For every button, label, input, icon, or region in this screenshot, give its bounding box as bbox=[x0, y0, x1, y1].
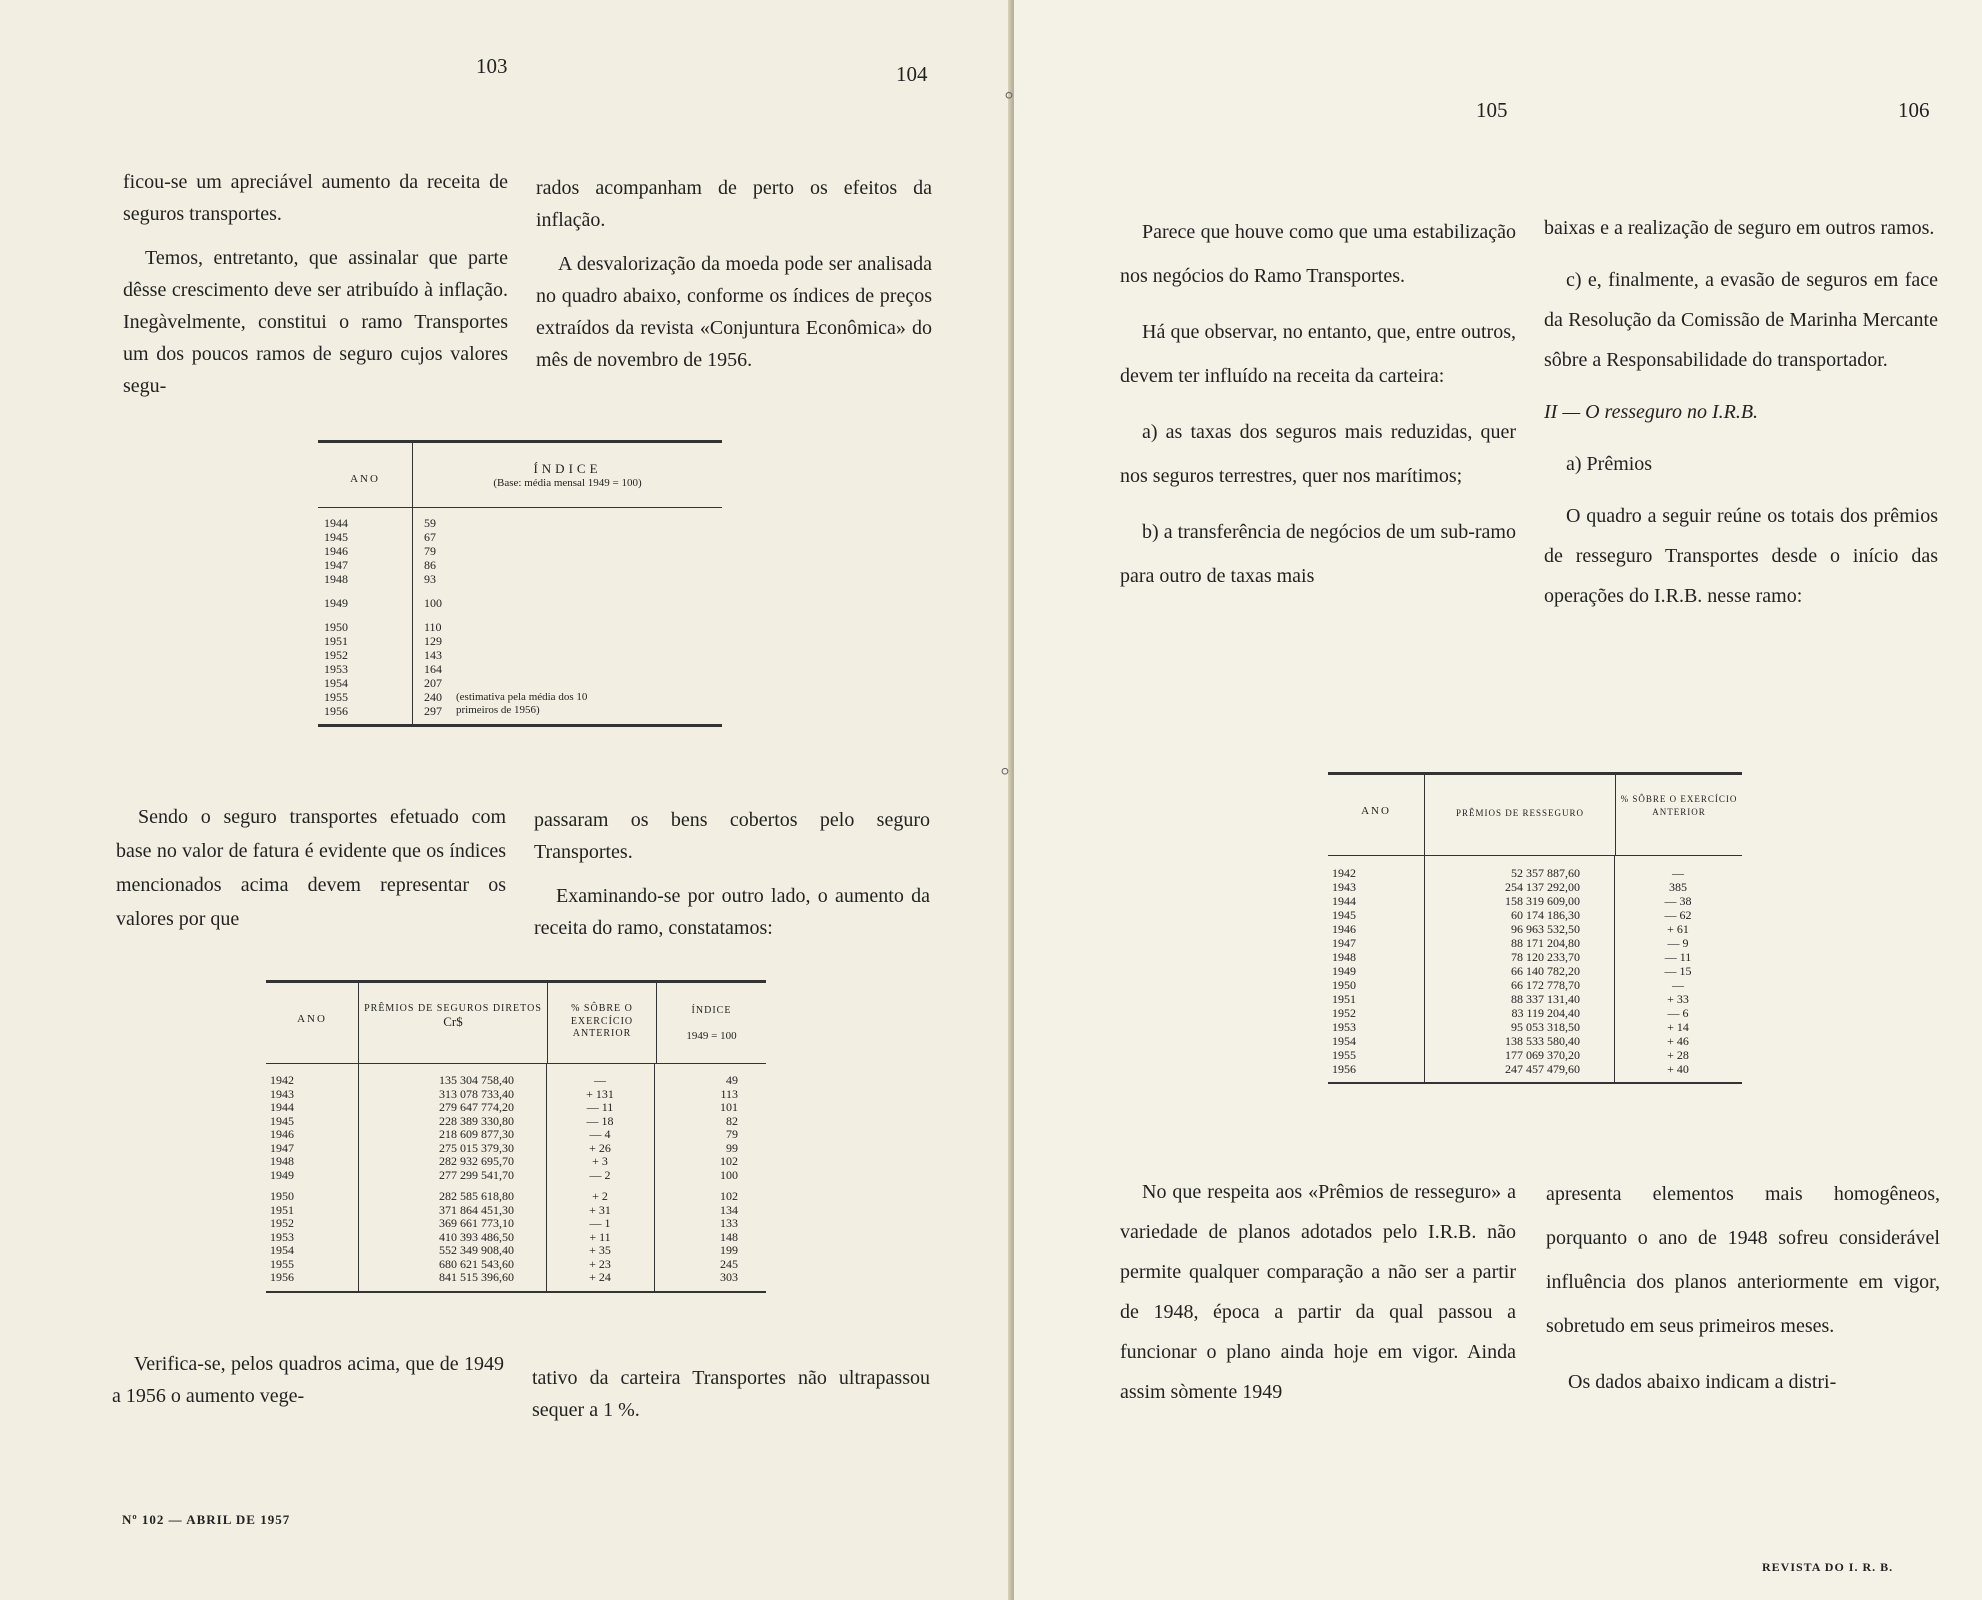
cell-pct: + 31 bbox=[589, 1202, 611, 1217]
cell-premium: 275 015 379,30 bbox=[439, 1140, 514, 1155]
cell-year: 1944 bbox=[324, 516, 348, 530]
cell-premium: 135 304 758,40 bbox=[439, 1073, 514, 1087]
cell-year: 1947 bbox=[270, 1140, 294, 1155]
binding-staple: ◦ bbox=[1000, 756, 1010, 787]
paragraph: Verifica-se, pelos quadros acima, que de 1949 a 1956 o aumento vege- bbox=[112, 1353, 504, 1407]
column-header-premios: PRÊMIOS DE SEGUROS DIRETOS bbox=[364, 1003, 542, 1014]
cell-premium: 158 319 609,00 bbox=[1505, 894, 1580, 908]
table-row bbox=[266, 1244, 766, 1258]
list-item-a: a) as taxas dos seguros mais reduzidas, quer nos seguros terrestres, quer nos marítimos; bbox=[1120, 421, 1516, 487]
column-header-pct: % SÔBRE O EXERCÍCIO ANTERIOR bbox=[1615, 775, 1742, 855]
cell-premium: 66 140 782,20 bbox=[1511, 964, 1580, 978]
cell-premium: 371 864 451,30 bbox=[439, 1202, 514, 1217]
column-header-ano: ANO bbox=[1361, 805, 1391, 817]
cell-pct: + 11 bbox=[589, 1229, 611, 1244]
cell-premium: 83 119 204,40 bbox=[1511, 1006, 1580, 1020]
paragraph: Sendo o seguro transportes efetuado com base no valor de fatura é evidente que os índices mencionados acima devem representar os valores por que bbox=[116, 806, 506, 930]
cell-year: 1946 bbox=[324, 544, 348, 558]
table-row bbox=[266, 1217, 766, 1231]
page-number-106: 106 bbox=[1898, 98, 1930, 122]
cell-index: 303 bbox=[720, 1270, 738, 1284]
cell-premium: 52 357 887,60 bbox=[1511, 866, 1580, 880]
table-row bbox=[266, 1115, 766, 1129]
cell-year: 1949 bbox=[1332, 964, 1356, 978]
table-row bbox=[266, 1074, 766, 1088]
page-103-middle-text bbox=[116, 800, 506, 948]
cell-premium: 279 647 774,20 bbox=[439, 1100, 514, 1114]
table-row bbox=[266, 1088, 766, 1102]
cell-premium: 218 609 877,30 bbox=[439, 1127, 514, 1141]
section-heading: II — O resseguro no I.R.B. bbox=[1544, 401, 1759, 423]
cell-pct: + 35 bbox=[589, 1243, 611, 1257]
table-header bbox=[266, 983, 766, 1064]
cell-premium: 177 069 370,20 bbox=[1505, 1048, 1580, 1062]
cell-pct: — bbox=[1672, 866, 1684, 880]
cell-year: 1950 bbox=[270, 1189, 294, 1203]
footer-issue: Nº 102 — ABRIL DE 1957 bbox=[122, 1512, 291, 1527]
cell-pct: + 24 bbox=[589, 1270, 611, 1284]
cell-year: 1954 bbox=[324, 676, 348, 690]
cell-year: 1944 bbox=[1332, 894, 1356, 908]
table-header bbox=[1328, 775, 1742, 856]
cell-year: 1954 bbox=[270, 1243, 294, 1257]
cell-pct: — 18 bbox=[586, 1113, 614, 1128]
table-row bbox=[266, 1155, 766, 1169]
cell-premium: 552 349 908,40 bbox=[439, 1243, 514, 1257]
paragraph: baixas e a realização de seguro em outros ramos. bbox=[1544, 217, 1935, 239]
cell-index: 133 bbox=[720, 1216, 738, 1230]
column-header-premios: PRÊMIOS DE RESSEGURO bbox=[1424, 775, 1615, 855]
page-104-middle-text bbox=[534, 804, 930, 956]
cell-pct: + 33 bbox=[1667, 992, 1689, 1006]
cell-premium: 228 389 330,80 bbox=[439, 1113, 514, 1128]
cell-year: 1949 bbox=[324, 596, 348, 610]
cell-index: 79 bbox=[424, 544, 436, 558]
cell-year: 1949 bbox=[270, 1167, 294, 1182]
table-row bbox=[1328, 936, 1742, 950]
column-header-indice-base: 1949 = 100 bbox=[686, 1029, 737, 1042]
table-row bbox=[318, 662, 722, 676]
cell-index: 93 bbox=[424, 572, 436, 586]
cell-year: 1952 bbox=[1332, 1006, 1356, 1020]
cell-year: 1952 bbox=[270, 1216, 294, 1230]
page-104-top-text bbox=[536, 172, 932, 388]
cell-year: 1953 bbox=[324, 662, 348, 676]
cell-index: 79 bbox=[726, 1127, 738, 1141]
table-row bbox=[318, 634, 722, 648]
paragraph: Examinando-se por outro lado, o aumento da receita do ramo, constatamos: bbox=[534, 885, 930, 939]
page-105-bottom-text bbox=[1120, 1172, 1516, 1424]
cell-pct: — 11 bbox=[586, 1100, 614, 1114]
table-row bbox=[1328, 992, 1742, 1006]
column-header-base: (Base: média mensal 1949 = 100) bbox=[493, 477, 642, 489]
cell-pct: + 2 bbox=[592, 1189, 608, 1203]
cell-pct: — 15 bbox=[1664, 964, 1692, 978]
cell-index: 102 bbox=[720, 1189, 738, 1203]
cell-premium: 680 621 543,60 bbox=[439, 1256, 514, 1271]
cell-year: 1951 bbox=[1332, 992, 1356, 1006]
cell-index: 82 bbox=[726, 1113, 738, 1128]
table-row bbox=[266, 1231, 766, 1245]
table-bottom-rule bbox=[266, 1291, 766, 1293]
cell-year: 1956 bbox=[270, 1270, 294, 1284]
cell-premium: 78 120 233,70 bbox=[1511, 950, 1580, 964]
table-row bbox=[1328, 1020, 1742, 1034]
table-row bbox=[1328, 950, 1742, 964]
cell-index: 99 bbox=[726, 1140, 738, 1155]
column-header-pct: % SÔBRE O EXERCÍCIO ANTERIOR bbox=[547, 983, 656, 1063]
cell-pct: — 2 bbox=[589, 1167, 611, 1182]
cell-index: 100 bbox=[720, 1167, 738, 1182]
cell-year: 1942 bbox=[1332, 866, 1356, 880]
page-number-104: 104 bbox=[896, 62, 928, 86]
price-index-rows bbox=[318, 508, 722, 724]
cell-premium: 410 393 486,50 bbox=[439, 1229, 514, 1244]
cell-pct: — 62 bbox=[1664, 908, 1692, 922]
cell-index: 207 bbox=[424, 676, 442, 690]
cell-premium: 277 299 541,70 bbox=[439, 1167, 514, 1182]
cell-index: 129 bbox=[424, 634, 442, 648]
column-divider bbox=[358, 1064, 359, 1291]
page-104-bottom-text bbox=[532, 1362, 930, 1438]
cell-index: 134 bbox=[720, 1202, 738, 1217]
page-105-top-text bbox=[1120, 210, 1516, 610]
table-row bbox=[318, 648, 722, 662]
table-row bbox=[318, 676, 722, 690]
cell-pct: — bbox=[1672, 978, 1684, 992]
page-106-bottom-text bbox=[1546, 1172, 1940, 1416]
table-row bbox=[266, 1271, 766, 1285]
cell-premium: 369 661 773,10 bbox=[439, 1216, 514, 1230]
binding-staple: ◦ bbox=[1004, 80, 1014, 111]
cell-pct: — 6 bbox=[1667, 1006, 1689, 1020]
page-number-103: 103 bbox=[476, 54, 508, 78]
cell-index: 59 bbox=[424, 516, 436, 530]
cell-index: 143 bbox=[424, 648, 442, 662]
cell-pct: — 11 bbox=[1664, 950, 1692, 964]
cell-year: 1952 bbox=[324, 648, 348, 662]
page-number-105: 105 bbox=[1476, 98, 1508, 122]
cell-pct: + 40 bbox=[1667, 1062, 1689, 1076]
reinsurance-premiums-table bbox=[1328, 772, 1742, 1084]
cell-premium: 95 053 318,50 bbox=[1511, 1020, 1580, 1034]
cell-year: 1955 bbox=[270, 1256, 294, 1271]
cell-premium: 254 137 292,00 bbox=[1505, 880, 1580, 894]
table-row bbox=[1328, 908, 1742, 922]
column-header-ano: ANO bbox=[297, 1013, 327, 1025]
subsection-heading: a) Prêmios bbox=[1566, 453, 1653, 475]
cell-pct: + 23 bbox=[589, 1256, 611, 1271]
cell-premium: 88 337 131,40 bbox=[1511, 992, 1580, 1006]
table-row bbox=[266, 1204, 766, 1218]
cell-premium: 282 932 695,70 bbox=[439, 1154, 514, 1168]
cell-premium: 247 457 479,60 bbox=[1505, 1062, 1580, 1076]
cell-pct: — 9 bbox=[1667, 936, 1689, 950]
list-item-b: b) a transferência de negócios de um sub-ramo para outro de taxas mais bbox=[1120, 521, 1516, 587]
table-row bbox=[266, 1101, 766, 1115]
table-row bbox=[318, 516, 722, 530]
table-row bbox=[266, 1128, 766, 1142]
cell-year: 1944 bbox=[270, 1100, 294, 1114]
column-header-indice: ÍNDICE bbox=[691, 1005, 732, 1016]
cell-year: 1945 bbox=[1332, 908, 1356, 922]
cell-year: 1947 bbox=[1332, 936, 1356, 950]
price-index-table bbox=[318, 440, 722, 727]
cell-index: 102 bbox=[720, 1154, 738, 1168]
cell-premium: 138 533 580,40 bbox=[1505, 1034, 1580, 1048]
cell-pct: + 61 bbox=[1667, 922, 1689, 936]
cell-year: 1951 bbox=[270, 1202, 294, 1217]
cell-pct: + 46 bbox=[1667, 1034, 1689, 1048]
column-divider bbox=[412, 508, 413, 724]
table-row bbox=[1328, 1006, 1742, 1020]
table-row bbox=[318, 530, 722, 544]
column-divider bbox=[546, 1064, 547, 1291]
paragraph: Há que observar, no entanto, que, entre outros, devem ter influído na receita da carteira: bbox=[1120, 321, 1516, 387]
cell-year: 1945 bbox=[324, 530, 348, 544]
table-row bbox=[318, 572, 722, 586]
cell-year: 1951 bbox=[324, 634, 348, 648]
table-row bbox=[318, 596, 722, 610]
cell-pct: + 131 bbox=[586, 1086, 614, 1101]
cell-pct: + 14 bbox=[1667, 1020, 1689, 1034]
column-divider bbox=[654, 1064, 655, 1291]
paragraph: rados acompanham de perto os efeitos da inflação. bbox=[536, 177, 932, 231]
table-row bbox=[1328, 894, 1742, 908]
table-row bbox=[1328, 866, 1742, 880]
cell-index: 297 bbox=[424, 704, 442, 718]
table-bottom-rule bbox=[1328, 1082, 1742, 1084]
paragraph: Temos, entretanto, que assinalar que parte dêsse crescimento deve ser atribuído à inflação. Inegàvelmente, constitui o ramo Transportes um dos poucos ramos de seguro cujos valores segu- bbox=[123, 247, 508, 397]
column-divider bbox=[1424, 856, 1425, 1082]
cell-index: 49 bbox=[726, 1073, 738, 1087]
paragraph: A desvalorização da moeda pode ser analisada no quadro abaixo, conforme os índices de preços extraídos da revista «Conjuntura Econômica» do mês de novembro de 1956. bbox=[536, 253, 932, 371]
cell-index: 199 bbox=[720, 1243, 738, 1257]
table-row bbox=[1328, 880, 1742, 894]
cell-index: 101 bbox=[720, 1100, 738, 1114]
table-row bbox=[1328, 922, 1742, 936]
cell-year: 1948 bbox=[324, 572, 348, 586]
cell-index: 148 bbox=[720, 1229, 738, 1244]
cell-pct: — 1 bbox=[589, 1216, 611, 1230]
paragraph: ficou-se um apreciável aumento da receita de seguros transportes. bbox=[123, 171, 508, 225]
cell-premium: 313 078 733,40 bbox=[439, 1086, 514, 1101]
list-item-c: c) e, finalmente, a evasão de seguros em face da Resolução da Comissão de Marinha Mercante sôbre a Responsabilidade do transportador. bbox=[1544, 269, 1938, 371]
cell-pct: — 38 bbox=[1664, 894, 1692, 908]
cell-pct: + 3 bbox=[592, 1154, 608, 1168]
cell-year: 1946 bbox=[1332, 922, 1356, 936]
cell-premium: 841 515 396,60 bbox=[439, 1270, 514, 1284]
table-row bbox=[266, 1258, 766, 1272]
cell-pct: + 28 bbox=[1667, 1048, 1689, 1062]
cell-premium: 88 171 204,80 bbox=[1511, 936, 1580, 950]
cell-index: 164 bbox=[424, 662, 442, 676]
table-row bbox=[1328, 964, 1742, 978]
cell-index: 110 bbox=[424, 620, 442, 634]
table-row bbox=[318, 544, 722, 558]
cell-year: 1946 bbox=[270, 1127, 294, 1141]
cell-premium: 60 174 186,30 bbox=[1511, 908, 1580, 922]
cell-year: 1953 bbox=[270, 1229, 294, 1244]
cell-pct: — 4 bbox=[589, 1127, 611, 1141]
table-bottom-rule bbox=[318, 724, 722, 727]
table-row bbox=[266, 1169, 766, 1183]
table-row bbox=[318, 558, 722, 572]
table-row bbox=[1328, 1048, 1742, 1062]
cell-year: 1948 bbox=[270, 1154, 294, 1168]
direct-premiums-rows bbox=[266, 1064, 766, 1291]
paragraph: No que respeita aos «Prêmios de resseguro» a variedade de planos adotados pelo I.R.B. não permite qualquer comparação a não ser a partir de 1948, época a partir da qual passou a funcionar o plano ainda hoje em vigor. Ainda assim sòmente 1949 bbox=[1120, 1181, 1516, 1403]
cell-premium: 282 585 618,80 bbox=[439, 1189, 514, 1203]
table-row bbox=[318, 620, 722, 634]
table-row bbox=[1328, 1034, 1742, 1048]
paragraph: O quadro a seguir reúne os totais dos prêmios de resseguro Transportes desde o início das operações do I.R.B. nesse ramo: bbox=[1544, 505, 1938, 607]
footer-journal: REVISTA DO I. R. B. bbox=[1762, 1560, 1894, 1574]
cell-pct: + 26 bbox=[589, 1140, 611, 1155]
cell-year: 1955 bbox=[324, 690, 348, 704]
column-divider bbox=[1614, 856, 1615, 1082]
column-header-currency: Cr$ bbox=[443, 1013, 463, 1029]
cell-index: 113 bbox=[720, 1086, 738, 1101]
paragraph: tativo da carteira Transportes não ultrapassou sequer a 1 %. bbox=[532, 1367, 930, 1421]
cell-index: 240 bbox=[424, 690, 442, 704]
paragraph: apresenta elementos mais homogêneos, porquanto o ano de 1948 sofreu considerável influência dos planos anteriormente em vigor, sobretudo em seus primeiros meses. bbox=[1546, 1183, 1940, 1337]
cell-year: 1950 bbox=[1332, 978, 1356, 992]
cell-index: 245 bbox=[720, 1256, 738, 1271]
cell-premium: 96 963 532,50 bbox=[1511, 922, 1580, 936]
table-note: (estimativa pela média dos 10 primeiros de 1956) bbox=[456, 691, 588, 716]
cell-year: 1950 bbox=[324, 620, 348, 634]
table-row bbox=[266, 1190, 766, 1204]
cell-year: 1942 bbox=[270, 1073, 294, 1087]
cell-premium: 66 172 778,70 bbox=[1511, 978, 1580, 992]
column-header-indice: ÍNDICE bbox=[533, 461, 602, 476]
cell-year: 1953 bbox=[1332, 1020, 1356, 1034]
page-103-top-text bbox=[123, 166, 508, 414]
cell-year: 1943 bbox=[1332, 880, 1356, 894]
cell-year: 1943 bbox=[270, 1086, 294, 1101]
cell-year: 1956 bbox=[324, 704, 348, 718]
cell-pct: 385 bbox=[1669, 880, 1687, 894]
cell-index: 86 bbox=[424, 558, 436, 572]
column-header-ano: ANO bbox=[350, 473, 380, 485]
reinsurance-premiums-rows bbox=[1328, 856, 1742, 1082]
cell-year: 1954 bbox=[1332, 1034, 1356, 1048]
cell-index: 100 bbox=[424, 596, 442, 610]
cell-index: 67 bbox=[424, 530, 436, 544]
cell-pct: — bbox=[594, 1073, 606, 1087]
table-row bbox=[266, 1142, 766, 1156]
paragraph: Os dados abaixo indicam a distri- bbox=[1568, 1371, 1837, 1393]
cell-year: 1947 bbox=[324, 558, 348, 572]
table-row bbox=[1328, 978, 1742, 992]
page-106-top-text bbox=[1544, 208, 1938, 628]
cell-year: 1955 bbox=[1332, 1048, 1356, 1062]
paragraph: Parece que houve como que uma estabilização nos negócios do Ramo Transportes. bbox=[1120, 221, 1516, 287]
page-103-bottom-text bbox=[112, 1348, 504, 1424]
cell-year: 1945 bbox=[270, 1113, 294, 1128]
table-row bbox=[1328, 1062, 1742, 1076]
cell-year: 1956 bbox=[1332, 1062, 1356, 1076]
paragraph: passaram os bens cobertos pelo seguro Transportes. bbox=[534, 809, 930, 863]
cell-year: 1948 bbox=[1332, 950, 1356, 964]
direct-premiums-table bbox=[266, 980, 766, 1293]
